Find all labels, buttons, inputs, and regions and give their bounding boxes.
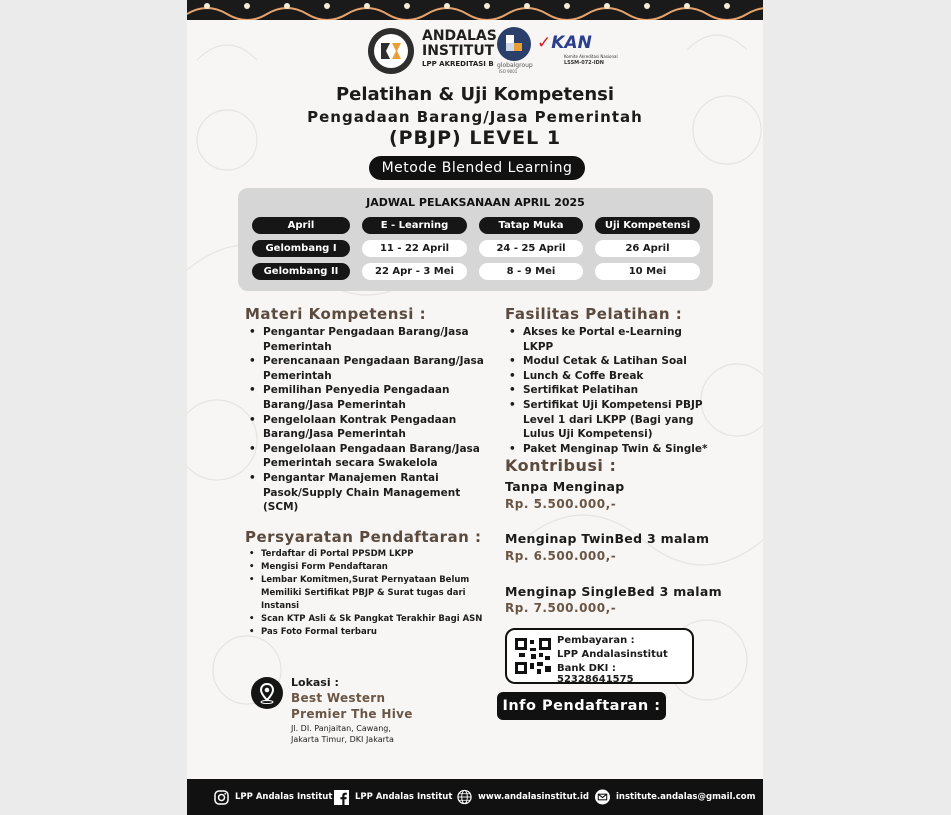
payment-line1: Pembayaran : — [557, 635, 635, 646]
org-accreditation: LPP AKREDITASI B — [422, 60, 494, 68]
list-item: • Scan KTP Asli & Sk Pangkat Terakhir Bagi ASN — [247, 613, 492, 626]
list-item: • Pengantar Pengadaan Barang/Jasa Pemerintah — [245, 325, 495, 354]
payment-box — [505, 628, 694, 684]
list-item: • Akses ke Portal e-Learning LKPP — [505, 325, 715, 354]
kontribusi-option1-label: Tanpa Menginap — [505, 479, 625, 494]
list-item: • Sertifikat Uji Kompetensi PBJP Level 1 dari LKPP (Bagi yang Lulus Uji Kompetensi) — [505, 398, 715, 442]
org-name-line2: INSTITUT — [422, 43, 495, 59]
footer-email-label: institute.andalas@gmail.com — [616, 792, 756, 802]
footer — [187, 779, 763, 815]
list-item: • Paket Menginap Twin & Single* — [505, 442, 715, 457]
list-item: • Mengisi Form Pendaftaran — [247, 561, 492, 574]
footer-website[interactable] — [457, 779, 589, 815]
schedule-row1-elearning: 11 - 22 April — [362, 240, 467, 257]
list-item: • Modul Cetak & Latihan Soal — [505, 354, 715, 369]
schedule-row2-tatap-muka: 8 - 9 Mei — [479, 263, 583, 280]
footer-instagram-label: LPP Andalas Institut — [235, 792, 333, 802]
partner-name: globalgroup — [497, 62, 533, 69]
location-pin-icon — [251, 677, 283, 709]
logo-row — [187, 26, 763, 78]
fasilitas-list — [505, 325, 715, 456]
title-line3: (PBJP) LEVEL 1 — [388, 127, 562, 149]
title-line1: Pelatihan & Uji Kompetensi — [335, 84, 615, 105]
kontribusi-option2-price: Rp. 6.500.000,- — [505, 549, 617, 563]
kontribusi-option2-label: Menginap TwinBed 3 malam — [505, 531, 710, 546]
materi-heading: Materi Kompetensi : — [245, 305, 427, 323]
kan-logo — [537, 33, 592, 53]
qr-code-icon — [515, 638, 551, 674]
list-item: • Pengelolaan Pengadaan Barang/Jasa Pemerintah secara Swakelola — [245, 442, 495, 471]
kontribusi-heading: Kontribusi : — [505, 456, 617, 475]
schedule-header-month: April — [252, 217, 350, 234]
fasilitas-heading: Fasilitas Pelatihan : — [505, 305, 683, 323]
kan-logo-text: KAN — [551, 33, 592, 53]
list-item: • Pemilihan Penyedia Pengadaan Barang/Jasa Pemerintah — [245, 383, 495, 412]
email-icon — [595, 790, 610, 805]
schedule-row1-uji: 26 April — [595, 240, 700, 257]
list-item: • Terdaftar di Portal PPSDM LKPP — [247, 548, 492, 561]
method-badge: Metode Blended Learning — [369, 156, 585, 180]
lokasi-address-line2: Jakarta Timur, DKI Jakarta — [291, 735, 394, 744]
footer-facebook[interactable] — [334, 779, 452, 815]
lokasi-address-line1: Jl. DI. Panjaitan, Cawang, — [291, 724, 391, 733]
persyaratan-heading: Persyaratan Pendaftaran : — [245, 528, 482, 546]
schedule-header-elearning: E - Learning — [362, 217, 467, 234]
kontribusi-option1-price: Rp. 5.500.000,- — [505, 497, 617, 511]
list-item: • Pengantar Manajemen Rantai Pasok/Supply Chain Management (SCM) — [245, 471, 495, 515]
list-item: • Sertifikat Pelatihan — [505, 383, 715, 398]
globe-icon — [457, 790, 472, 805]
top-ornament-band — [187, 0, 763, 20]
schedule-header-tatap-muka: Tatap Muka — [479, 217, 583, 234]
materi-list — [245, 325, 495, 515]
footer-email[interactable] — [595, 779, 755, 815]
list-item: • Lunch & Coffe Break — [505, 369, 715, 384]
lokasi-name-line2: Premier The Hive — [291, 707, 413, 721]
kan-subtitle: Komite Akreditasi Nasional — [564, 54, 618, 59]
schedule-panel — [238, 188, 713, 291]
schedule-row1-tatap-muka: 24 - 25 April — [479, 240, 583, 257]
lokasi-name-line1: Best Western — [291, 691, 386, 705]
schedule-row2-uji: 10 Mei — [595, 263, 700, 280]
list-item: • Lembar Komitmen,Surat Pernyataan Belum Memiliki Sertifikat PBJP & Surat tugas dari Instansi — [247, 574, 492, 613]
schedule-title: JADWAL PELAKSANAAN APRIL 2025 — [366, 196, 585, 209]
list-item: • Pengelolaan Kontrak Pengadaan Barang/Jasa Pemerintah — [245, 413, 495, 442]
persyaratan-list — [247, 548, 492, 639]
info-pendaftaran-button[interactable]: Info Pendaftaran : — [497, 692, 666, 720]
payment-line3: Bank DKI : 52328641575 — [557, 663, 634, 685]
footer-facebook-label: LPP Andalas Institut — [355, 792, 453, 802]
andalas-institut-logo — [368, 28, 414, 74]
list-item: • Perencanaan Pengadaan Barang/Jasa Pemerintah — [245, 354, 495, 383]
footer-instagram[interactable] — [214, 779, 332, 815]
kontribusi-option3-price: Rp. 7.500.000,- — [505, 601, 617, 615]
list-item: • Pas Foto Formal terbaru — [247, 626, 492, 639]
globalgroup-logo — [497, 27, 531, 61]
poster — [187, 0, 763, 815]
lokasi-label: Lokasi : — [291, 676, 339, 689]
org-name-line1: ANDALAS — [422, 28, 497, 44]
title-line2: Pengadaan Barang/Jasa Pemerintah — [307, 108, 643, 126]
facebook-icon — [334, 790, 349, 805]
schedule-header-uji: Uji Kompetensi — [595, 217, 700, 234]
schedule-row2-elearning: 22 Apr - 3 Mei — [362, 263, 467, 280]
schedule-row1-label: Gelombang I — [252, 240, 350, 257]
kontribusi-option3-label: Menginap SingleBed 3 malam — [505, 584, 722, 599]
instagram-icon — [214, 790, 229, 805]
kan-check-icon: ✓ — [537, 33, 552, 53]
footer-website-label: www.andalasinstitut.id — [478, 792, 589, 802]
schedule-row2-label: Gelombang II — [252, 263, 350, 280]
payment-line2: LPP Andalasinstitut — [557, 649, 668, 660]
kan-code: LSSM-072-IDN — [564, 60, 604, 66]
partner-cert: ISO 9001 — [499, 69, 518, 74]
